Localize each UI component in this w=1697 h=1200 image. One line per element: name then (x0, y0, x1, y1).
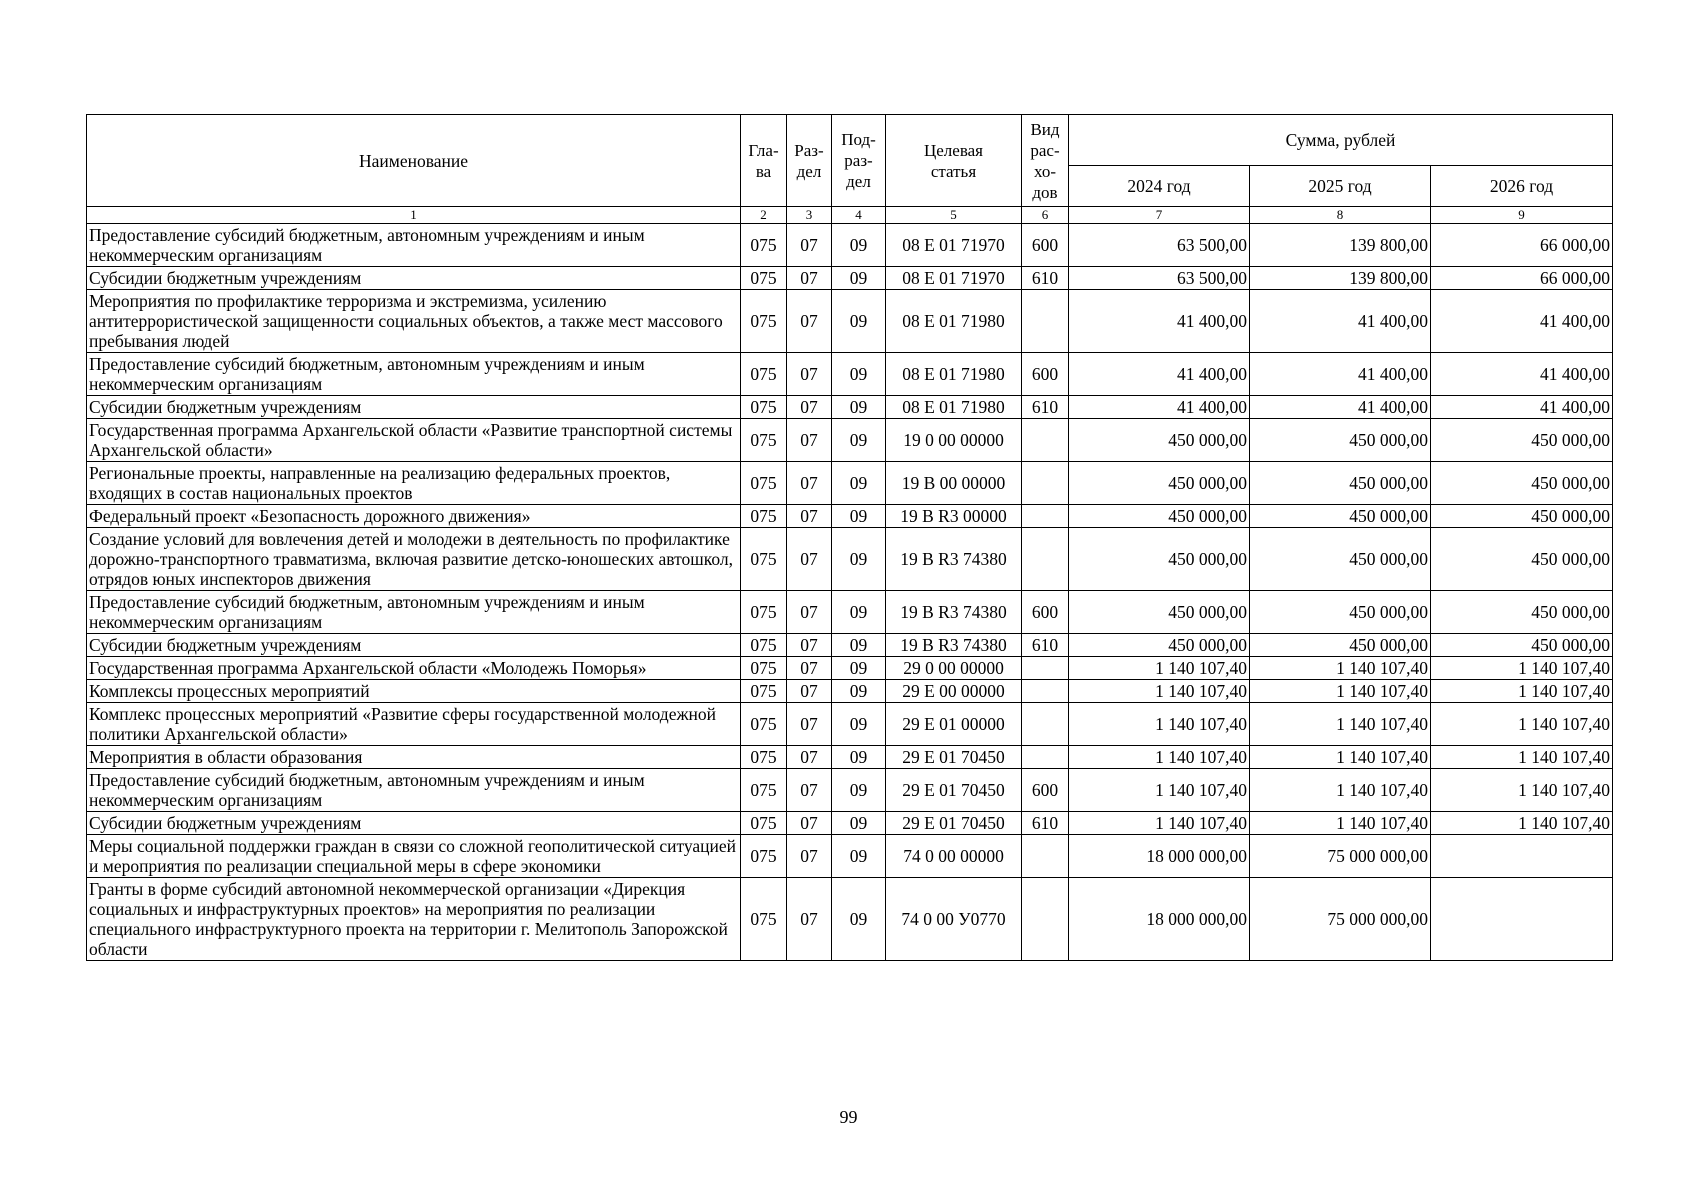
cell-name: Мероприятия по профилактике терроризма и экстремизма, усилению антитеррористической защищенности социальных объектов, а также мест массового пребывания людей (87, 290, 741, 353)
column-number: 6 (1022, 207, 1069, 224)
column-number: 9 (1431, 207, 1613, 224)
table-row (87, 835, 1613, 878)
cell-glava: 075 (741, 878, 787, 961)
table-row (87, 396, 1613, 419)
cell-razdel: 07 (787, 290, 832, 353)
header-2024: 2024 год (1069, 166, 1250, 207)
cell-target-article: 29 Е 01 00000 (886, 703, 1022, 746)
cell-sum-2026: 66 000,00 (1431, 224, 1613, 267)
column-number: 4 (832, 207, 886, 224)
cell-target-article: 08 Е 01 71970 (886, 267, 1022, 290)
cell-sum-2025: 450 000,00 (1250, 419, 1431, 462)
cell-name: Субсидии бюджетным учреждениям (87, 267, 741, 290)
column-number: 8 (1250, 207, 1431, 224)
cell-name: Субсидии бюджетным учреждениям (87, 634, 741, 657)
cell-sum-2024: 450 000,00 (1069, 634, 1250, 657)
cell-podrazdel: 09 (832, 290, 886, 353)
cell-glava: 075 (741, 746, 787, 769)
cell-podrazdel: 09 (832, 835, 886, 878)
table-row (87, 290, 1613, 353)
cell-sum-2025: 1 140 107,40 (1250, 703, 1431, 746)
cell-sum-2024: 18 000 000,00 (1069, 878, 1250, 961)
cell-sum-2025: 139 800,00 (1250, 224, 1431, 267)
cell-podrazdel: 09 (832, 353, 886, 396)
cell-target-article: 29 Е 01 70450 (886, 812, 1022, 835)
cell-sum-2026: 66 000,00 (1431, 267, 1613, 290)
cell-name: Комплексы процессных мероприятий (87, 680, 741, 703)
column-number: 2 (741, 207, 787, 224)
cell-name: Государственная программа Архангельской области «Молодежь Поморья» (87, 657, 741, 680)
cell-sum-2026: 1 140 107,40 (1431, 746, 1613, 769)
cell-sum-2024: 1 140 107,40 (1069, 703, 1250, 746)
cell-sum-2025: 450 000,00 (1250, 591, 1431, 634)
cell-sum-2025: 450 000,00 (1250, 528, 1431, 591)
cell-target-article: 74 0 00 00000 (886, 835, 1022, 878)
cell-name: Создание условий для вовлечения детей и молодежи в деятельность по профилактике дорожно-транспортного травматизма, включая развитие детско-юношеских автошкол, отрядов юных инспекторов движения (87, 528, 741, 591)
cell-sum-2024: 1 140 107,40 (1069, 680, 1250, 703)
cell-razdel: 07 (787, 634, 832, 657)
budget-table (86, 114, 1613, 961)
header-summa: Сумма, рублей (1069, 115, 1613, 166)
cell-podrazdel: 09 (832, 657, 886, 680)
cell-razdel: 07 (787, 878, 832, 961)
cell-podrazdel: 09 (832, 878, 886, 961)
cell-expense-type (1022, 290, 1069, 353)
cell-sum-2026: 450 000,00 (1431, 528, 1613, 591)
cell-target-article: 29 Е 00 00000 (886, 680, 1022, 703)
cell-target-article: 19 0 00 00000 (886, 419, 1022, 462)
cell-razdel: 07 (787, 835, 832, 878)
cell-expense-type: 600 (1022, 591, 1069, 634)
cell-glava: 075 (741, 353, 787, 396)
column-number: 7 (1069, 207, 1250, 224)
cell-podrazdel: 09 (832, 528, 886, 591)
cell-name: Меры социальной поддержки граждан в связи со сложной геополитической ситуацией и мероприятия по реализации специальной меры в сфере экономики (87, 835, 741, 878)
table-row (87, 812, 1613, 835)
cell-expense-type (1022, 746, 1069, 769)
cell-razdel: 07 (787, 657, 832, 680)
cell-sum-2026: 450 000,00 (1431, 634, 1613, 657)
cell-razdel: 07 (787, 769, 832, 812)
cell-razdel: 07 (787, 680, 832, 703)
cell-podrazdel: 09 (832, 224, 886, 267)
table-row (87, 505, 1613, 528)
cell-glava: 075 (741, 419, 787, 462)
header-row-1 (87, 115, 1613, 166)
cell-sum-2026: 41 400,00 (1431, 353, 1613, 396)
cell-sum-2026: 41 400,00 (1431, 396, 1613, 419)
cell-razdel: 07 (787, 419, 832, 462)
cell-glava: 075 (741, 703, 787, 746)
cell-sum-2026: 1 140 107,40 (1431, 769, 1613, 812)
cell-sum-2026: 1 140 107,40 (1431, 657, 1613, 680)
cell-razdel: 07 (787, 746, 832, 769)
cell-glava: 075 (741, 769, 787, 812)
cell-sum-2026: 41 400,00 (1431, 290, 1613, 353)
column-number: 3 (787, 207, 832, 224)
cell-expense-type (1022, 703, 1069, 746)
cell-glava: 075 (741, 835, 787, 878)
header-2026: 2026 год (1431, 166, 1613, 207)
cell-glava: 075 (741, 812, 787, 835)
cell-expense-type (1022, 680, 1069, 703)
cell-glava: 075 (741, 505, 787, 528)
cell-podrazdel: 09 (832, 267, 886, 290)
cell-podrazdel: 09 (832, 396, 886, 419)
cell-razdel: 07 (787, 267, 832, 290)
cell-glava: 075 (741, 462, 787, 505)
cell-name: Федеральный проект «Безопасность дорожного движения» (87, 505, 741, 528)
cell-sum-2025: 1 140 107,40 (1250, 769, 1431, 812)
cell-expense-type (1022, 419, 1069, 462)
cell-sum-2024: 63 500,00 (1069, 224, 1250, 267)
cell-name: Государственная программа Архангельской области «Развитие транспортной системы Архангельской области» (87, 419, 741, 462)
cell-razdel: 07 (787, 591, 832, 634)
cell-glava: 075 (741, 396, 787, 419)
cell-name: Региональные проекты, направленные на реализацию федеральных проектов, входящих в состав национальных проектов (87, 462, 741, 505)
table-row (87, 528, 1613, 591)
cell-expense-type (1022, 528, 1069, 591)
cell-sum-2024: 1 140 107,40 (1069, 746, 1250, 769)
cell-podrazdel: 09 (832, 591, 886, 634)
header-vid: Вид рас- хо- дов (1022, 115, 1069, 207)
cell-sum-2025: 450 000,00 (1250, 462, 1431, 505)
cell-target-article: 29 0 00 00000 (886, 657, 1022, 680)
table-row (87, 703, 1613, 746)
cell-sum-2025: 139 800,00 (1250, 267, 1431, 290)
cell-sum-2024: 450 000,00 (1069, 591, 1250, 634)
cell-sum-2026: 1 140 107,40 (1431, 680, 1613, 703)
cell-glava: 075 (741, 657, 787, 680)
cell-glava: 075 (741, 591, 787, 634)
cell-sum-2025: 41 400,00 (1250, 396, 1431, 419)
cell-target-article: 08 Е 01 71970 (886, 224, 1022, 267)
cell-sum-2025: 75 000 000,00 (1250, 878, 1431, 961)
cell-sum-2026: 450 000,00 (1431, 505, 1613, 528)
cell-sum-2024: 1 140 107,40 (1069, 812, 1250, 835)
cell-sum-2025: 1 140 107,40 (1250, 746, 1431, 769)
cell-sum-2025: 41 400,00 (1250, 290, 1431, 353)
header-celevaya: Целевая статья (886, 115, 1022, 207)
cell-razdel: 07 (787, 353, 832, 396)
table-row (87, 224, 1613, 267)
cell-expense-type: 610 (1022, 812, 1069, 835)
cell-expense-type: 600 (1022, 353, 1069, 396)
table-row (87, 746, 1613, 769)
cell-expense-type: 600 (1022, 769, 1069, 812)
cell-sum-2026: 1 140 107,40 (1431, 703, 1613, 746)
cell-expense-type: 610 (1022, 267, 1069, 290)
cell-razdel: 07 (787, 462, 832, 505)
cell-razdel: 07 (787, 703, 832, 746)
cell-glava: 075 (741, 224, 787, 267)
cell-expense-type (1022, 505, 1069, 528)
cell-name: Предоставление субсидий бюджетным, автономным учреждениям и иным некоммерческим организациям (87, 353, 741, 396)
cell-sum-2025: 450 000,00 (1250, 634, 1431, 657)
cell-name: Гранты в форме субсидий автономной некоммерческой организации «Дирекция социальных и инфраструктурных проектов» на мероприятия по реализации специального инфраструктурного проекта на территории г. Мелитополь Запорожской области (87, 878, 741, 961)
cell-podrazdel: 09 (832, 419, 886, 462)
table-row (87, 462, 1613, 505)
table-row (87, 591, 1613, 634)
cell-podrazdel: 09 (832, 462, 886, 505)
cell-podrazdel: 09 (832, 746, 886, 769)
cell-expense-type: 610 (1022, 396, 1069, 419)
cell-target-article: 19 В R3 74380 (886, 591, 1022, 634)
cell-sum-2024: 63 500,00 (1069, 267, 1250, 290)
header-name: Наименование (87, 115, 741, 207)
cell-glava: 075 (741, 528, 787, 591)
cell-sum-2026: 1 140 107,40 (1431, 812, 1613, 835)
cell-name: Предоставление субсидий бюджетным, автономным учреждениям и иным некоммерческим организациям (87, 591, 741, 634)
cell-sum-2026 (1431, 878, 1613, 961)
cell-expense-type (1022, 657, 1069, 680)
cell-razdel: 07 (787, 224, 832, 267)
header-glava: Гла- ва (741, 115, 787, 207)
cell-glava: 075 (741, 290, 787, 353)
cell-expense-type: 600 (1022, 224, 1069, 267)
cell-sum-2024: 450 000,00 (1069, 419, 1250, 462)
cell-name: Комплекс процессных мероприятий «Развитие сферы государственной молодежной политики Архангельской области» (87, 703, 741, 746)
cell-expense-type (1022, 835, 1069, 878)
cell-name: Предоставление субсидий бюджетным, автономным учреждениям и иным некоммерческим организациям (87, 769, 741, 812)
cell-target-article: 19 В R3 74380 (886, 528, 1022, 591)
cell-sum-2024: 41 400,00 (1069, 353, 1250, 396)
table-row (87, 353, 1613, 396)
cell-name: Мероприятия в области образования (87, 746, 741, 769)
cell-glava: 075 (741, 680, 787, 703)
cell-sum-2026: 450 000,00 (1431, 419, 1613, 462)
cell-target-article: 19 В R3 00000 (886, 505, 1022, 528)
cell-razdel: 07 (787, 812, 832, 835)
cell-sum-2026 (1431, 835, 1613, 878)
cell-target-article: 08 Е 01 71980 (886, 396, 1022, 419)
page-number: 99 (839, 1107, 858, 1127)
cell-target-article: 29 Е 01 70450 (886, 769, 1022, 812)
cell-target-article: 19 В 00 00000 (886, 462, 1022, 505)
cell-razdel: 07 (787, 528, 832, 591)
header-podrazdel: Под- раз- дел (832, 115, 886, 207)
cell-name: Субсидии бюджетным учреждениям (87, 396, 741, 419)
table-row (87, 419, 1613, 462)
cell-sum-2024: 41 400,00 (1069, 290, 1250, 353)
cell-glava: 075 (741, 634, 787, 657)
cell-glava: 075 (741, 267, 787, 290)
cell-razdel: 07 (787, 505, 832, 528)
cell-target-article: 08 Е 01 71980 (886, 353, 1022, 396)
cell-sum-2025: 41 400,00 (1250, 353, 1431, 396)
cell-sum-2024: 18 000 000,00 (1069, 835, 1250, 878)
cell-expense-type (1022, 878, 1069, 961)
cell-podrazdel: 09 (832, 703, 886, 746)
cell-name: Субсидии бюджетным учреждениям (87, 812, 741, 835)
cell-target-article: 08 Е 01 71980 (886, 290, 1022, 353)
cell-sum-2024: 450 000,00 (1069, 505, 1250, 528)
cell-sum-2024: 450 000,00 (1069, 528, 1250, 591)
cell-podrazdel: 09 (832, 680, 886, 703)
cell-sum-2025: 1 140 107,40 (1250, 680, 1431, 703)
cell-sum-2026: 450 000,00 (1431, 591, 1613, 634)
header-razdel: Раз- дел (787, 115, 832, 207)
cell-expense-type: 610 (1022, 634, 1069, 657)
table-row (87, 267, 1613, 290)
table-row (87, 657, 1613, 680)
table-row (87, 680, 1613, 703)
cell-podrazdel: 09 (832, 634, 886, 657)
cell-podrazdel: 09 (832, 505, 886, 528)
cell-podrazdel: 09 (832, 769, 886, 812)
cell-target-article: 74 0 00 У0770 (886, 878, 1022, 961)
cell-target-article: 19 В R3 74380 (886, 634, 1022, 657)
cell-sum-2025: 75 000 000,00 (1250, 835, 1431, 878)
cell-sum-2024: 41 400,00 (1069, 396, 1250, 419)
column-numbers-row (87, 207, 1613, 224)
cell-sum-2026: 450 000,00 (1431, 462, 1613, 505)
cell-sum-2025: 1 140 107,40 (1250, 657, 1431, 680)
column-number: 1 (87, 207, 741, 224)
cell-razdel: 07 (787, 396, 832, 419)
cell-podrazdel: 09 (832, 812, 886, 835)
column-number: 5 (886, 207, 1022, 224)
table-row (87, 769, 1613, 812)
cell-expense-type (1022, 462, 1069, 505)
cell-sum-2025: 1 140 107,40 (1250, 812, 1431, 835)
cell-name: Предоставление субсидий бюджетным, автономным учреждениям и иным некоммерческим организациям (87, 224, 741, 267)
header-2025: 2025 год (1250, 166, 1431, 207)
table-row (87, 878, 1613, 961)
table-row (87, 634, 1613, 657)
cell-target-article: 29 Е 01 70450 (886, 746, 1022, 769)
cell-sum-2024: 1 140 107,40 (1069, 769, 1250, 812)
cell-sum-2024: 1 140 107,40 (1069, 657, 1250, 680)
cell-sum-2024: 450 000,00 (1069, 462, 1250, 505)
cell-sum-2025: 450 000,00 (1250, 505, 1431, 528)
